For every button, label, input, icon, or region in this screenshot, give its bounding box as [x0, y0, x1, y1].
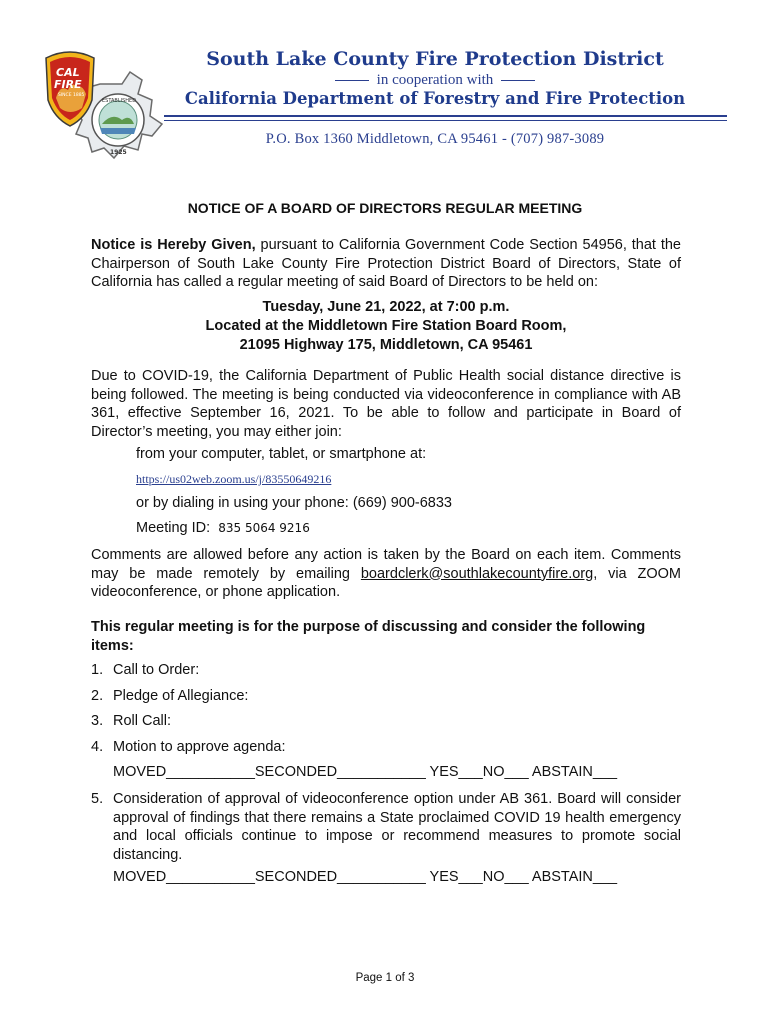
- header-rule-thin: [164, 120, 727, 121]
- comments-text-end: , via ZOOM videoconference, or phone application.: [91, 565, 681, 600]
- meeting-id: [136, 520, 310, 536]
- clerk-email-link[interactable]: boardclerk@southlakecountyfire.org: [360, 565, 594, 582]
- covid-paragraph: Due to COVID-19, the California Department of Public Health social distance directive is being followed. The meeting is being conducted via videoconference in compliance with AB 361, effective September 16, 2021. To be able to follow and participate in Board of Director’s meeting, you may either join:: [91, 368, 681, 440]
- agenda-number: 4.: [91, 739, 104, 755]
- divider: [335, 80, 369, 81]
- header-rule: [164, 115, 727, 117]
- cooperation-line: [165, 72, 705, 89]
- vote-line: MOVED___________SECONDED___________ YES___NO___ ABSTAIN___: [113, 764, 618, 780]
- svg-text:CAL: CAL: [56, 66, 80, 79]
- district-name: South Lake County Fire Protection District: [206, 48, 664, 70]
- agenda-text: Consideration of approval of videoconference option under AB 361. Board will consider approval of findings that there remains a State proclaimed COVID 19 health emergency and local officials continue to impose or recommend measures to promote social distancing.: [113, 791, 681, 863]
- meeting-date: Tuesday, June 21, 2022, at 7:00 p.m.: [262, 299, 510, 315]
- notice-title: NOTICE OF A BOARD OF DIRECTORS REGULAR MEETING: [187, 200, 583, 216]
- meeting-street: 21095 Highway 175, Middletown, CA 95461: [239, 337, 533, 353]
- agenda-item: [91, 661, 681, 680]
- agenda-number: 3.: [91, 713, 104, 729]
- agenda-number: 2.: [91, 688, 104, 704]
- meeting-id-value: 835 5064 9216: [218, 521, 310, 535]
- agenda-item: [91, 790, 681, 864]
- district-address: P.O. Box 1360 Middletown, CA 95461 - (707) 987-3089: [265, 131, 605, 147]
- intro-lead: Notice is Hereby Given,: [91, 237, 256, 253]
- agenda-number: 1.: [91, 662, 104, 678]
- comments-paragraph: [91, 546, 681, 602]
- agency-logos: [42, 44, 172, 164]
- zoom-link[interactable]: https://us02web.zoom.us/j/83550649216: [136, 472, 332, 486]
- intro-text: pursuant to California Government Code Section 54956, that the Chairperson of South Lake County Fire Protection District Board of Directors, State of California has called a regular meeting of said Board of Directors to be held on:: [91, 237, 681, 290]
- agenda-text: Roll Call:: [113, 713, 172, 729]
- meeting-location: Located at the Middletown Fire Station Board Room,: [205, 318, 567, 334]
- agenda-number: 5.: [91, 791, 104, 807]
- department-name: California Department of Forestry and Fire Protection: [184, 89, 686, 108]
- agenda-text: Pledge of Allegiance:: [113, 688, 249, 704]
- comments-text: Comments are allowed before any action is taken by the Board on each item. Comments may be made remotely by emailing: [91, 547, 681, 582]
- vote-line: MOVED___________SECONDED___________ YES___NO___ ABSTAIN___: [113, 869, 618, 885]
- page-number: Page 1 of 3: [355, 972, 415, 984]
- meeting-id-label: Meeting ID:: [136, 520, 211, 536]
- purpose-statement: This regular meeting is for the purpose of discussing and consider the following items:: [91, 619, 646, 654]
- agenda-item: [91, 687, 681, 706]
- agenda-item: [91, 712, 681, 731]
- agenda-text: Call to Order:: [113, 662, 200, 678]
- calfire-logo: [42, 44, 172, 164]
- join-phone-text: or by dialing in using your phone: (669) 900-6833: [136, 495, 452, 511]
- agenda-text: Motion to approve agenda:: [113, 739, 286, 755]
- divider: [501, 80, 535, 81]
- svg-text:SINCE 1885: SINCE 1885: [58, 93, 85, 98]
- intro-paragraph: [91, 236, 681, 292]
- meeting-details: [91, 298, 681, 355]
- svg-text:FIRE: FIRE: [54, 78, 82, 91]
- join-computer-text: from your computer, tablet, or smartphone at:: [136, 446, 427, 462]
- svg-text:ESTABLISHED: ESTABLISHED: [102, 98, 137, 104]
- cooperation-text: in cooperation with: [376, 72, 494, 88]
- svg-text:1925: 1925: [110, 149, 127, 156]
- agenda-item: [91, 738, 681, 757]
